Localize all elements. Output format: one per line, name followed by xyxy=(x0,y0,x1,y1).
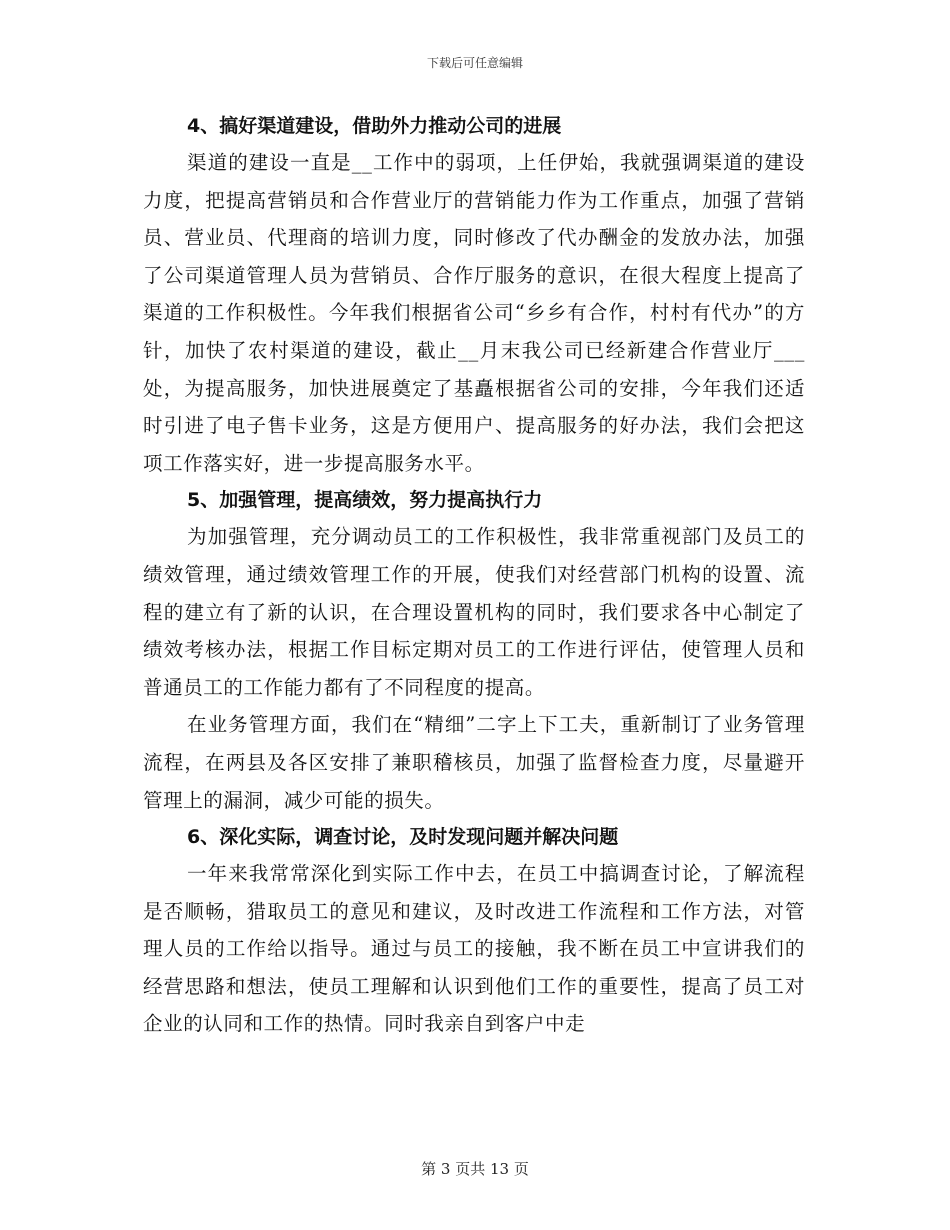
section-heading-5: 5、加强管理，提高绩效，努力提高执行力 xyxy=(187,489,543,512)
section-4-paragraph-1: 渠道的建设一直是__工作中的弱项，上任伊始，我就强调渠道的建设力度，把提高营销员和合作营业厅的营销能力作为工作重点，加强了营销员、营业员、代理商的培训力度，同时修改了代办酬金的发放办法，加强了公司渠道管理人员为营销员、合作厅服务的意识，在很大程度上提高了渠道的工作积极性。今年我们根据省公司“乡乡有合作，村村有代办”的方针，加快了农村渠道的建设，截止__月末我公司已经新建合作营业厅___处，为提高服务，加快进展奠定了基矗根据省公司的安排，今年我们还适时引进了电子售卡业务，这是方便用户、提高服务的好办法，我们会把这项工作落实好，进一步提高服务水平。 xyxy=(143,151,805,475)
document-body xyxy=(143,108,805,1043)
section-heading-6: 6、深化实际，调查讨论，及时发现问题并解决问题 xyxy=(187,826,619,849)
page-footer: 第 3 页共 13 页 xyxy=(421,1160,529,1178)
section-5-paragraph-1: 为加强管理，充分调动员工的工作积极性，我非常重视部门及员工的绩效管理，通过绩效管理工作的开展，使我们对经营部门机构的设置、流程的建立有了新的认识，在合理设置机构的同时，我们要求各中心制定了绩效考核办法，根据工作目标定期对员工的工作进行评估，使管理人员和普通员工的工作能力都有了不同程度的提高。 xyxy=(143,525,805,699)
section-6-paragraph-1: 一年来我常常深化到实际工作中去，在员工中搞调查讨论，了解流程是否顺畅，猎取员工的意见和建议，及时改进工作流程和工作方法，对管理人员的工作给以指导。通过与员工的接触，我不断在员工中宣讲我们的经营思路和想法，使员工理解和认识到他们工作的重要性，提高了员工对企业的认同和工作的热情。同时我亲自到客户中走 xyxy=(143,862,805,1036)
page-header: 下载后可任意编辑 xyxy=(426,56,523,70)
section-5-paragraph-2: 在业务管理方面，我们在“精细”二字上下工夫，重新制订了业务管理流程，在两县及各区安排了兼职稽核员，加强了监督检查力度，尽量避开管理上的漏洞，减少可能的损失。 xyxy=(143,713,805,812)
section-heading-4: 4、搞好渠道建设，借助外力推动公司的进展 xyxy=(187,115,562,137)
